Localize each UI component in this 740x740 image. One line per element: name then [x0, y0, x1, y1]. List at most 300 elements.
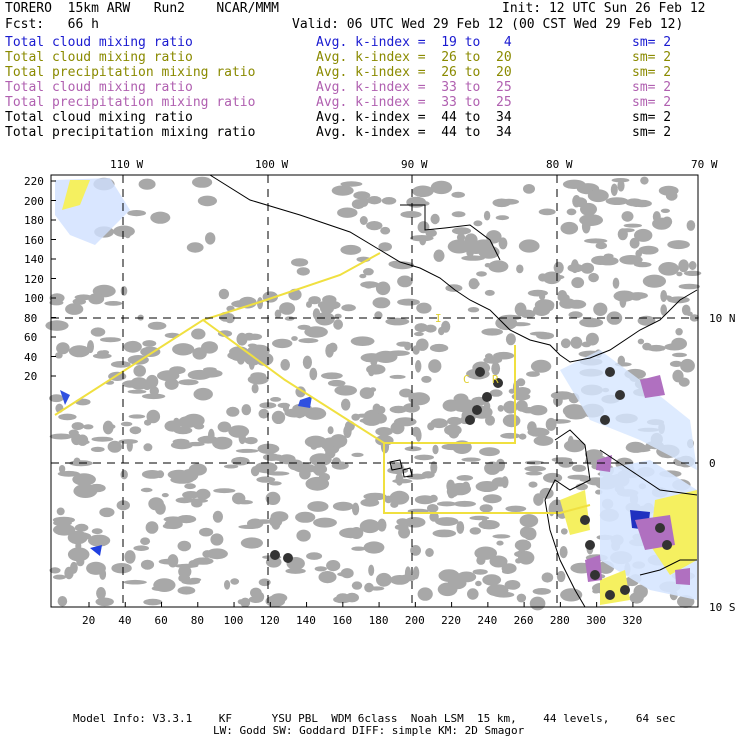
cloud-blob — [425, 548, 434, 557]
cloud-blob — [198, 196, 217, 207]
cloud-blob — [303, 356, 312, 369]
lon-label: 90 W — [401, 158, 428, 171]
map-letter: I — [435, 312, 442, 325]
cloud-blob — [224, 465, 238, 469]
cloud-blob — [192, 177, 212, 188]
cloud-blob — [453, 501, 476, 507]
cloud-blob — [397, 299, 420, 306]
cloud-blob — [427, 504, 438, 513]
x-tick-label: 160 — [332, 614, 353, 627]
cloud-blob — [435, 517, 459, 526]
cloud-blob — [146, 521, 159, 534]
cloud-blob — [558, 290, 568, 300]
cloud-blob — [438, 327, 445, 335]
cloud-blob — [533, 588, 551, 595]
cloud-blob — [679, 284, 700, 290]
cloud-blob — [571, 277, 584, 288]
cloud-blob — [213, 488, 235, 493]
cloud-blob — [480, 504, 493, 512]
cloud-blob — [661, 209, 670, 213]
cloud-blob — [351, 453, 363, 457]
cloud-blob — [620, 295, 627, 308]
field-kindex: Avg. k-index = 33 to 25 — [316, 80, 512, 95]
cloud-blob — [304, 326, 328, 337]
cloud-blob — [473, 569, 488, 575]
cloud-blob — [93, 353, 112, 358]
cloud-blob — [174, 427, 193, 435]
cloud-blob — [69, 345, 90, 357]
cloud-blob — [448, 491, 455, 498]
cloud-blob — [288, 460, 303, 471]
cloud-blob — [59, 465, 65, 473]
cloud-blob — [658, 262, 679, 276]
cloud-blob — [363, 268, 374, 275]
cloud-blob — [96, 598, 114, 607]
cloud-blob — [330, 434, 347, 448]
cloud-blob — [638, 246, 658, 255]
cloud-blob — [524, 466, 546, 472]
cloud-blob — [122, 380, 142, 388]
cloud-blob — [351, 547, 365, 551]
cloud-blob — [476, 241, 483, 248]
cloud-blob — [482, 574, 501, 585]
cloud-blob — [189, 578, 202, 582]
cloud-blob — [560, 588, 582, 601]
cloud-blob — [164, 516, 183, 522]
cloud-blob — [392, 479, 412, 484]
x-tick-label: 120 — [259, 614, 280, 627]
cloud-blob — [376, 406, 385, 414]
cloud-blob — [230, 578, 239, 584]
precip-core — [585, 540, 595, 550]
cloud-blob — [337, 208, 357, 218]
cloud-blob — [421, 376, 431, 383]
cloud-blob — [689, 261, 697, 270]
cloud-blob — [83, 424, 94, 429]
cloud-blob — [496, 215, 509, 220]
y-tick-label: 180 — [24, 214, 44, 227]
cloud-blob — [250, 372, 266, 379]
field-smoothing: sm= 2 — [632, 95, 672, 110]
cloud-blob — [194, 388, 213, 401]
cloud-blob — [503, 414, 521, 427]
cloud-blob — [394, 417, 417, 426]
cloud-blob — [341, 568, 354, 578]
cloud-blob — [231, 457, 249, 466]
physics-info: LW: Godd SW: Goddard DIFF: simple KM: 2D Smagor — [213, 724, 525, 737]
cloud-blob — [285, 568, 305, 574]
field-kindex: Avg. k-index = 44 to 34 — [316, 110, 512, 125]
cloud-blob — [271, 593, 288, 602]
cloud-blob — [340, 245, 361, 255]
cloud-blob — [92, 437, 114, 442]
cloud-blob — [307, 501, 328, 512]
cloud-blob — [523, 184, 535, 194]
cloud-blob — [219, 289, 229, 300]
cloud-blob — [675, 328, 682, 335]
cloud-blob — [319, 571, 337, 583]
cloud-blob — [390, 501, 398, 508]
cloud-blob — [252, 384, 259, 394]
cloud-blob — [364, 541, 385, 553]
cloud-blob — [366, 221, 382, 230]
cloud-blob — [279, 302, 295, 315]
precip-core — [605, 367, 615, 377]
field-kindex: Avg. k-index = 44 to 34 — [316, 125, 512, 140]
cloud-blob — [457, 233, 465, 241]
cloud-blob — [155, 502, 166, 515]
valid-time: Valid: 06 UTC Wed 29 Feb 12 (00 CST Wed 29 Feb 12) — [292, 17, 684, 32]
x-tick-label: 260 — [513, 614, 534, 627]
cloud-blob — [162, 493, 169, 497]
cloud-blob — [230, 352, 248, 361]
cloud-blob — [534, 309, 542, 314]
cloud-blob — [159, 559, 178, 565]
cloud-blob — [431, 214, 440, 224]
cloud-blob — [561, 338, 571, 348]
cloud-blob — [272, 339, 292, 348]
cloud-blob — [642, 343, 652, 351]
cloud-blob — [385, 318, 409, 326]
cloud-blob — [500, 433, 520, 439]
cloud-blob — [506, 333, 516, 345]
cloud-blob — [104, 301, 122, 306]
cloud-blob — [502, 569, 513, 574]
cloud-blob — [452, 227, 471, 234]
cloud-blob — [581, 263, 594, 274]
cloud-blob — [572, 195, 581, 207]
cloud-blob — [376, 573, 392, 587]
cloud-blob — [306, 477, 330, 491]
cloud-blob — [561, 528, 568, 534]
field-kindex: Avg. k-index = 26 to 20 — [316, 50, 512, 65]
map-letter: C — [463, 373, 470, 386]
precip-core — [615, 390, 625, 400]
field-name: Total cloud mixing ratio — [5, 35, 193, 50]
cloud-blob — [676, 272, 682, 277]
y-tick-label: 120 — [24, 272, 44, 286]
cloud-blob — [370, 586, 385, 590]
x-tick-label: 200 — [404, 614, 425, 627]
cloud-blob — [414, 455, 434, 461]
y-tick-label: 160 — [24, 233, 44, 247]
cloud-blob — [376, 282, 390, 296]
cloud-blob — [226, 407, 239, 417]
cloud-blob — [58, 596, 68, 606]
cloud-blob — [515, 303, 527, 317]
cloud-blob — [493, 592, 514, 598]
cloud-blob — [426, 229, 437, 237]
cloud-blob — [631, 296, 641, 300]
x-tick-label: 20 — [82, 614, 96, 627]
cloud-blob — [304, 407, 326, 420]
x-tick-label: 300 — [586, 614, 606, 627]
cloud-blob — [350, 527, 364, 539]
cloud-blob — [618, 228, 628, 240]
cloud-blob — [142, 470, 162, 479]
cloud-blob — [76, 557, 84, 566]
cloud-blob — [492, 534, 510, 538]
cloud-blob — [124, 580, 147, 585]
cloud-blob — [73, 298, 86, 305]
cloud-blob — [352, 503, 359, 516]
field-kindex: Avg. k-index = 26 to 20 — [316, 65, 512, 80]
y-tick-label: 20 — [24, 370, 38, 383]
cloud-blob — [475, 581, 482, 586]
cloud-blob — [597, 257, 618, 266]
cloud-blob — [178, 416, 196, 428]
cloud-blob — [256, 476, 275, 482]
cloud-blob — [385, 496, 393, 504]
cloud-blob — [405, 446, 422, 451]
cloud-blob — [404, 342, 411, 351]
cloud-blob — [88, 293, 104, 304]
cloud-blob — [375, 427, 393, 436]
precip-core — [662, 540, 672, 550]
cloud-blob — [470, 527, 481, 534]
cloud-blob — [68, 531, 88, 544]
precip-core — [605, 590, 615, 600]
cloud-blob — [672, 353, 687, 357]
cloud-blob — [416, 303, 431, 314]
cloud-blob — [473, 220, 482, 226]
cloud-blob — [333, 319, 343, 329]
cloud-blob — [476, 271, 487, 276]
cloud-blob — [50, 434, 73, 440]
cloud-blob — [240, 598, 250, 608]
cloud-blob — [582, 220, 591, 234]
cloud-blob — [448, 577, 467, 589]
x-tick-label: 320 — [622, 614, 643, 627]
cloud-blob — [427, 422, 434, 430]
cloud-blob — [443, 400, 460, 412]
cloud-blob — [121, 422, 133, 427]
cloud-blob — [178, 379, 198, 385]
cloud-blob — [124, 341, 142, 353]
cloud-blob — [517, 594, 526, 603]
cloud-blob — [121, 470, 128, 480]
field-smoothing: sm= 2 — [632, 35, 672, 50]
cloud-blob — [248, 344, 258, 348]
cloud-blob — [622, 211, 634, 222]
cloud-blob — [315, 566, 327, 571]
cloud-blob — [341, 304, 356, 311]
cloud-blob — [373, 297, 391, 308]
forecast-hour: Fcst: 66 h — [5, 17, 99, 32]
cloud-blob — [634, 262, 652, 267]
cloud-blob — [446, 480, 455, 493]
y-tick-label: 80 — [24, 311, 38, 325]
cloud-blob — [468, 307, 479, 312]
cloud-blob — [478, 520, 499, 529]
cloud-blob — [306, 301, 312, 308]
cloud-blob — [232, 493, 245, 505]
cloud-blob — [590, 190, 607, 198]
cloud-blob — [163, 523, 177, 529]
cloud-blob — [148, 322, 167, 330]
cloud-blob — [515, 387, 531, 396]
precip-core — [620, 585, 630, 595]
cloud-blob — [531, 360, 551, 373]
cloud-blob — [630, 238, 640, 249]
y-tick-label: 100 — [24, 292, 44, 305]
cloud-blob — [518, 551, 534, 565]
cloud-blob — [525, 471, 542, 475]
cloud-blob — [157, 370, 179, 381]
cloud-blob — [364, 282, 374, 288]
cloud-blob — [486, 230, 502, 243]
cloud-blob — [72, 473, 96, 485]
cloud-blob — [328, 426, 334, 434]
cloud-blob — [255, 462, 278, 473]
cloud-blob — [473, 281, 480, 287]
cloud-blob — [568, 475, 590, 480]
cloud-blob — [390, 575, 410, 585]
cloud-blob — [58, 414, 76, 421]
cloud-blob — [457, 475, 474, 481]
cloud-blob — [670, 361, 683, 367]
cloud-blob — [488, 260, 508, 272]
cloud-blob — [588, 273, 599, 282]
cloud-blob — [432, 445, 438, 455]
init-time: Init: 12 UTC Sun 26 Feb 12 — [502, 1, 706, 16]
cloud-blob — [660, 290, 667, 302]
cloud-blob — [242, 404, 252, 415]
cloud-blob — [528, 290, 548, 297]
cloud-blob — [469, 516, 489, 520]
y-tick-label: 40 — [24, 350, 38, 364]
cloud-blob — [415, 495, 435, 504]
lon-label: 80 W — [546, 158, 573, 171]
cloud-blob — [168, 470, 190, 480]
x-tick-label: 80 — [190, 614, 205, 627]
cloud-blob — [481, 328, 503, 335]
cloud-blob — [178, 586, 196, 594]
cloud-blob — [684, 271, 701, 276]
cloud-blob — [467, 588, 479, 599]
cloud-blob — [526, 371, 540, 377]
field-name: Total precipitation mixing ratio — [5, 65, 256, 80]
cloud-blob — [553, 396, 563, 406]
precip-core — [283, 553, 293, 563]
cloud-blob — [152, 586, 167, 591]
cloud-blob — [434, 250, 445, 262]
cloud-blob — [530, 597, 546, 611]
cloud-blob — [433, 530, 457, 538]
cloud-blob — [88, 535, 110, 547]
cloud-blob — [529, 482, 538, 488]
cloud-blob — [178, 541, 192, 552]
cloud-blob — [352, 581, 362, 589]
x-tick-label: 180 — [368, 614, 389, 627]
cloud-blob — [585, 449, 603, 459]
cloud-blob — [96, 587, 106, 600]
y-tick-label: 140 — [24, 253, 44, 266]
lon-label: 70 W — [691, 158, 718, 171]
cloud-blob — [272, 411, 285, 424]
cloud-blob — [415, 360, 421, 373]
cloud-blob — [524, 527, 537, 540]
lat-label: 10 S — [709, 601, 736, 614]
cloud-blob — [78, 440, 90, 445]
x-tick-label: 60 — [154, 614, 168, 627]
cloud-blob — [322, 295, 336, 304]
cloud-blob — [567, 209, 577, 216]
cloud-blob — [356, 414, 369, 418]
cloud-blob — [400, 211, 421, 218]
cloud-blob — [53, 517, 75, 524]
cloud-blob — [632, 200, 652, 208]
cloud-blob — [360, 216, 368, 225]
cloud-blob — [257, 592, 265, 602]
cloud-blob — [527, 421, 537, 433]
cloud-blob — [519, 434, 527, 440]
cloud-blob — [565, 410, 587, 420]
cloud-blob — [188, 370, 212, 380]
cloud-blob — [680, 359, 695, 373]
cloud-blob — [141, 488, 153, 492]
cloud-blob — [171, 441, 193, 449]
cloud-blob — [397, 276, 413, 288]
cloud-blob — [321, 372, 343, 379]
cloud-blob — [73, 484, 97, 498]
cloud-blob — [334, 385, 357, 395]
cloud-blob — [630, 592, 644, 603]
field-smoothing: sm= 2 — [632, 110, 672, 125]
cloud-blob — [75, 524, 89, 532]
cloud-blob — [341, 399, 350, 411]
cloud-blob — [465, 233, 478, 246]
run-title: TORERO 15km ARW Run2 NCAR/MMM — [5, 1, 279, 16]
cloud-blob — [291, 336, 298, 341]
cloud-blob — [596, 242, 607, 249]
cloud-blob — [521, 407, 536, 413]
cloud-blob — [228, 425, 249, 438]
y-tick-label: 220 — [24, 175, 44, 188]
cloud-blob — [483, 494, 502, 503]
field-name: Total cloud mixing ratio — [5, 50, 193, 65]
field-smoothing: sm= 2 — [632, 65, 672, 80]
cloud-blob — [133, 545, 149, 551]
cloud-blob — [130, 426, 142, 434]
map-letter: R — [492, 373, 499, 386]
cloud-blob — [396, 518, 408, 525]
cloud-blob — [184, 483, 196, 489]
cloud-blob — [484, 211, 490, 221]
x-tick-label: 240 — [477, 614, 498, 627]
cloud-blob — [624, 224, 642, 228]
cloud-blob — [296, 530, 310, 542]
x-tick-label: 140 — [296, 614, 316, 627]
cloud-blob — [313, 463, 324, 475]
cloud-blob — [536, 332, 554, 339]
field-kindex: Avg. k-index = 19 to 4 — [316, 35, 512, 50]
cloud-blob — [462, 482, 470, 492]
cloud-blob — [99, 508, 114, 518]
cloud-blob — [178, 574, 190, 582]
y-tick-label: 200 — [24, 194, 44, 208]
cloud-blob — [189, 560, 200, 567]
cloud-blob — [313, 518, 337, 528]
cloud-blob — [549, 503, 555, 517]
x-tick-label: 40 — [118, 614, 132, 627]
cloud-blob — [192, 347, 206, 359]
cloud-blob — [270, 397, 281, 402]
cloud-blob — [143, 443, 152, 451]
cloud-blob — [306, 552, 322, 560]
precip-core — [580, 515, 590, 525]
cloud-blob — [332, 457, 341, 467]
